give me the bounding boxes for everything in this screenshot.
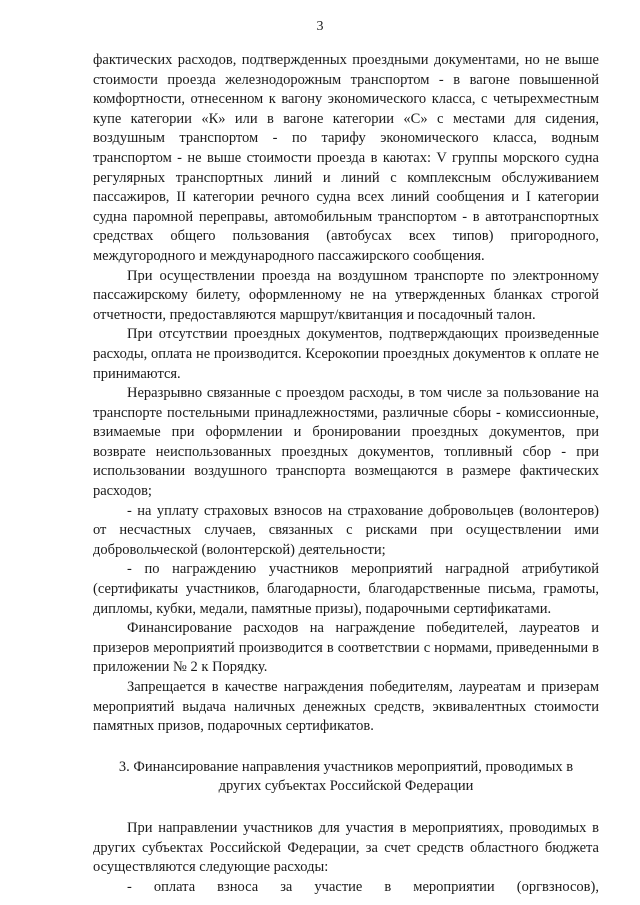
page-number: 3 bbox=[316, 19, 324, 34]
paragraph-travel-expenses: фактических расходов, подтвержденных проездными документами, но не выше стоимости проезда железнодорожным транспортом - в вагоне повышенной комфортности, отнесенном к вагону экономического класса, с четырехместным купе категории «К» или в вагоне категории «С» с местами для сидения, воздушным транспортом - по тарифу экономического класса, водным транспортом - не выше стоимости проезда в каютах: V группы морского судна регулярных транспортных линий и линий с комплексным обслуживанием пассажиров, II категории речного судна всех линий сообщения и I категории судна паромной переправы, автомобильным транспортом - в автотранспортных средствах общего пользования (автобусах всех типов) пригородного, междугородного и международного пассажирского сообщения. bbox=[93, 52, 599, 264]
paragraph-related-expenses: Неразрывно связанные с проездом расходы, в том числе за пользование на транспорте постельными принадлежностями, различные сборы - комиссионные, взимаемые при оформлении и бронировании проездных документов, при возврате неиспользованных проездных документов, топливный сбор - при использовании воздушного транспорта возмещаются в размере фактических расходов; bbox=[93, 385, 599, 500]
paragraph-electronic-ticket: При осуществлении проезда на воздушном транспорте по электронному пассажирскому билету, оформленному не на утвержденных бланках строгой отчетности, предоставляются маршрут/квитанция и посадочный талон. bbox=[93, 267, 599, 323]
paragraph-fee-item bbox=[93, 878, 599, 898]
fee-item-word: (оргвзносов), bbox=[516, 878, 599, 895]
section-heading-line-1: 3. Финансирование направления участников мероприятий, проводимых в bbox=[118, 758, 574, 775]
paragraph-prohibition: Запрещается в качестве награждения победителям, лауреатам и призерам мероприятий выдача наличных денежных средств, эквивалентных стоимости памятных призов, подарочных сертификатов. bbox=[93, 679, 599, 735]
document-body bbox=[93, 51, 599, 897]
paragraph-no-documents: При отсутствии проездных документов, подтверждающих произведенные расходы, оплата не производится. Ксерокопии проездных документов к оплате не принимаются. bbox=[93, 326, 599, 382]
paragraph-award-financing: Финансирование расходов на награждение победителей, лауреатов и призеров мероприятий производится в соответствии с нормами, приведенными в приложении № 2 к Порядку. bbox=[93, 620, 599, 676]
fee-item-word: взноса bbox=[217, 878, 259, 895]
fee-item-word: в bbox=[384, 878, 392, 895]
section-heading-line-2: других субъектах Российской Федерации bbox=[218, 778, 474, 795]
fee-item-word: участие bbox=[314, 878, 363, 895]
paragraph-insurance: - на уплату страховых взносов на страхование добровольцев (волонтеров) от несчастных случаев, связанных с рисками при осуществлении ими добровольческой (волонтерской) деятельности; bbox=[93, 502, 599, 558]
fee-item-word: - bbox=[127, 878, 132, 895]
fee-item-word: оплата bbox=[153, 878, 196, 895]
paragraph-section-intro: При направлении участников для участия в мероприятиях, проводимых в других субъектах Российской Федерации, за счет средств областного бюджета осуществляются следующие расходы: bbox=[93, 819, 599, 876]
paragraph-awards: - по награждению участников мероприятий наградной атрибутикой (сертификаты участников, благодарности, благодарственные письма, грамоты, дипломы, кубки, медали, памятные призы), подарочными сертификатами. bbox=[93, 561, 599, 617]
fee-item-word: за bbox=[280, 878, 293, 895]
fee-item-word: мероприятии bbox=[413, 878, 495, 895]
section-heading bbox=[93, 758, 599, 797]
